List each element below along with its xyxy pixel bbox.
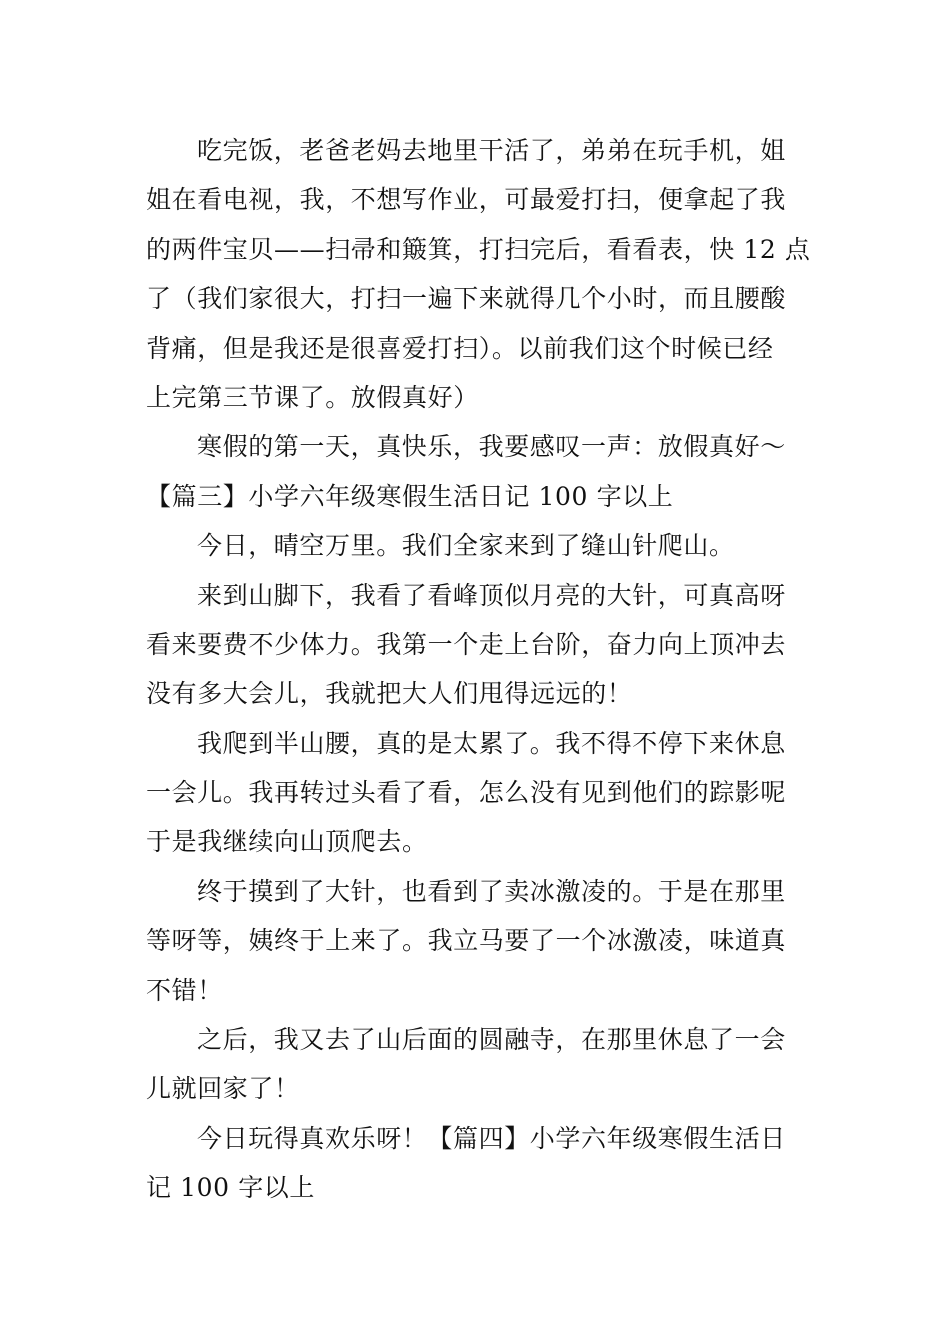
text-line: 背痛，但是我还是很喜爱打扫）。以前我们这个时候已经	[146, 333, 774, 363]
text-line: 不错！	[146, 975, 223, 1005]
section-heading: 【篇三】小学六年级寒假生活日记 100 字以上	[146, 481, 674, 511]
text-line: 了（我们家很大，打扫一遍下来就得几个小时，而且腰酸	[146, 284, 787, 314]
text-line: 等呀等，姨终于上来了。我立马要了一个冰激凌，味道真	[146, 926, 787, 956]
document-body	[146, 126, 811, 1213]
text-line: 儿就回家了！	[146, 1074, 300, 1104]
text-line: 今日玩得真欢乐呀！【篇四】小学六年级寒假生活日	[197, 1123, 786, 1153]
text-line: 看来要费不少体力。我第一个走上台阶，奋力向上顶冲去	[146, 629, 787, 659]
text-line: 之后，我又去了山后面的圆融寺，在那里休息了一会	[197, 1025, 786, 1055]
text-line: 没有多大会儿，我就把大人们甩得远远的！	[146, 679, 633, 709]
text-line: 记 100 字以上	[146, 1173, 316, 1203]
text-line: 来到山脚下，我看了看峰顶似月亮的大针，可真高呀	[197, 580, 786, 610]
text-line: 上完第三节课了。放假真好）	[146, 382, 479, 412]
text-line: 今日，晴空万里。我们全家来到了缝山针爬山。	[197, 531, 735, 561]
text-line: 一会儿。我再转过头看了看，怎么没有见到他们的踪影呢	[146, 778, 787, 808]
text-line: 终于摸到了大针，也看到了卖冰激凌的。于是在那里	[197, 876, 786, 906]
text-line: 吃完饭，老爸老妈去地里干活了，弟弟在玩手机，姐	[197, 136, 786, 165]
text-line: 我爬到半山腰，真的是太累了。我不得不停下来休息	[197, 728, 786, 758]
text-line: 的两件宝贝——扫帚和簸箕，打扫完后，看看表，快 12 点	[146, 234, 811, 264]
text-line: 于是我继续向山顶爬去。	[146, 827, 428, 857]
text-line: 姐在看电视，我，不想写作业，可最爱打扫，便拿起了我	[146, 185, 787, 215]
text-line: 寒假的第一天，真快乐，我要感叹一声：放假真好～	[197, 432, 786, 462]
